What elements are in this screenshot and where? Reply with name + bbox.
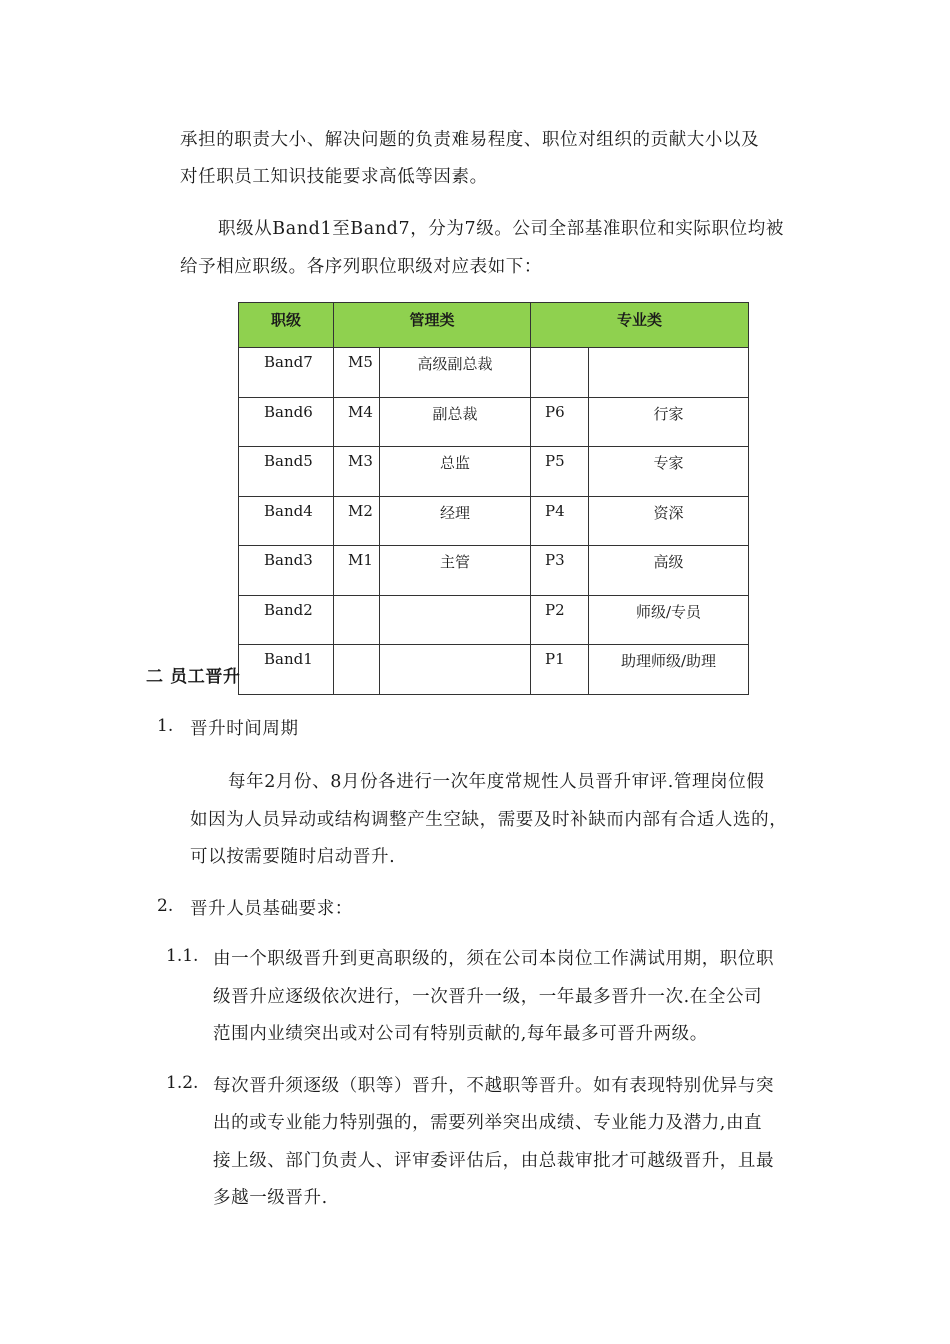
- professional-code-cell: P3: [531, 546, 589, 596]
- item1-line1: 每年2月份、8月份各进行一次年度常规性人员晋升审评.管理岗位假: [228, 772, 765, 792]
- table-row: [239, 645, 749, 695]
- subitem-number: 1.2.: [166, 1073, 199, 1093]
- professional-title-cell: 助理师级/助理: [589, 645, 749, 695]
- item-number: 2.: [157, 896, 174, 916]
- table-row: [239, 496, 749, 546]
- sub2-line3: 接上级、部门负责人、评审委评估后，由总裁审批才可越级晋升，且最: [213, 1151, 775, 1171]
- section-heading: 二 员工晋升: [146, 667, 241, 687]
- band-cell: Band1: [239, 645, 334, 695]
- header-management: 管理类: [334, 303, 531, 348]
- management-title-cell: 主管: [380, 546, 531, 596]
- management-code-cell: M4: [334, 397, 380, 447]
- management-title-cell: 经理: [380, 496, 531, 546]
- professional-code-cell: P5: [531, 447, 589, 497]
- grade-mapping-table: [238, 302, 749, 695]
- sub1-line1: 由一个职级晋升到更高职级的，须在公司本岗位工作满试用期，职位职: [213, 949, 775, 969]
- management-title-cell: 总监: [380, 447, 531, 497]
- management-title-cell: [380, 595, 531, 645]
- item1-line2: 如因为人员异动或结构调整产生空缺，需要及时补缺而内部有合适人选的，: [190, 810, 788, 830]
- sub2-line4: 多越一级晋升.: [213, 1188, 328, 1208]
- sub2-line2: 出的或专业能力特别强的，需要列举突出成绩、专业能力及潜力,由直: [213, 1113, 763, 1133]
- sub1-line3: 范围内业绩突出或对公司有特别贡献的,每年最多可晋升两级。: [213, 1024, 708, 1044]
- band-cell: Band2: [239, 595, 334, 645]
- band-cell: Band4: [239, 496, 334, 546]
- table-row: [239, 546, 749, 596]
- sub1-line2: 级晋升应逐级依次进行，一次晋升一级，一年最多晋升一次.在全公司: [213, 987, 763, 1007]
- table-header-row: [239, 303, 749, 348]
- management-code-cell: M5: [334, 348, 380, 398]
- band-cell: Band6: [239, 397, 334, 447]
- header-grade: 职级: [239, 303, 334, 348]
- management-code-cell: [334, 595, 380, 645]
- management-code-cell: M3: [334, 447, 380, 497]
- band-cell: Band5: [239, 447, 334, 497]
- management-title-cell: 副总裁: [380, 397, 531, 447]
- intro-para2-line2: 给予相应职级。各序列职位职级对应表如下：: [180, 257, 542, 277]
- professional-code-cell: P6: [531, 397, 589, 447]
- band-cell: Band7: [239, 348, 334, 398]
- management-code-cell: M1: [334, 546, 380, 596]
- management-code-cell: [334, 645, 380, 695]
- item-title: 晋升时间周期: [190, 719, 299, 739]
- management-code-cell: M2: [334, 496, 380, 546]
- professional-code-cell: [531, 348, 589, 398]
- professional-code-cell: P1: [531, 645, 589, 695]
- intro-para2-line1: 职级从Band1至Band7，分为7级。公司全部基准职位和实际职位均被: [218, 219, 784, 239]
- intro-para1-line1: 承担的职责大小、解决问题的负责难易程度、职位对组织的贡献大小以及: [180, 130, 760, 150]
- management-title-cell: [380, 645, 531, 695]
- subitem-number: 1.1.: [166, 946, 199, 966]
- header-professional: 专业类: [531, 303, 749, 348]
- professional-title-cell: 高级: [589, 546, 749, 596]
- table-row: [239, 595, 749, 645]
- professional-title-cell: [589, 348, 749, 398]
- item-number: 1.: [157, 716, 174, 736]
- professional-title-cell: 行家: [589, 397, 749, 447]
- table-row: [239, 348, 749, 398]
- intro-para1-line2: 对任职员工知识技能要求高低等因素。: [180, 167, 488, 187]
- sub2-line1: 每次晋升须逐级（职等）晋升，不越职等晋升。如有表现特别优异与突: [213, 1076, 775, 1096]
- management-title-cell: 高级副总裁: [380, 348, 531, 398]
- professional-code-cell: P4: [531, 496, 589, 546]
- item1-line3: 可以按需要随时启动晋升.: [190, 847, 396, 867]
- professional-title-cell: 师级/专员: [589, 595, 749, 645]
- table-row: [239, 447, 749, 497]
- professional-title-cell: 专家: [589, 447, 749, 497]
- band-cell: Band3: [239, 546, 334, 596]
- table-row: [239, 397, 749, 447]
- professional-code-cell: P2: [531, 595, 589, 645]
- professional-title-cell: 资深: [589, 496, 749, 546]
- item-title: 晋升人员基础要求：: [190, 899, 353, 919]
